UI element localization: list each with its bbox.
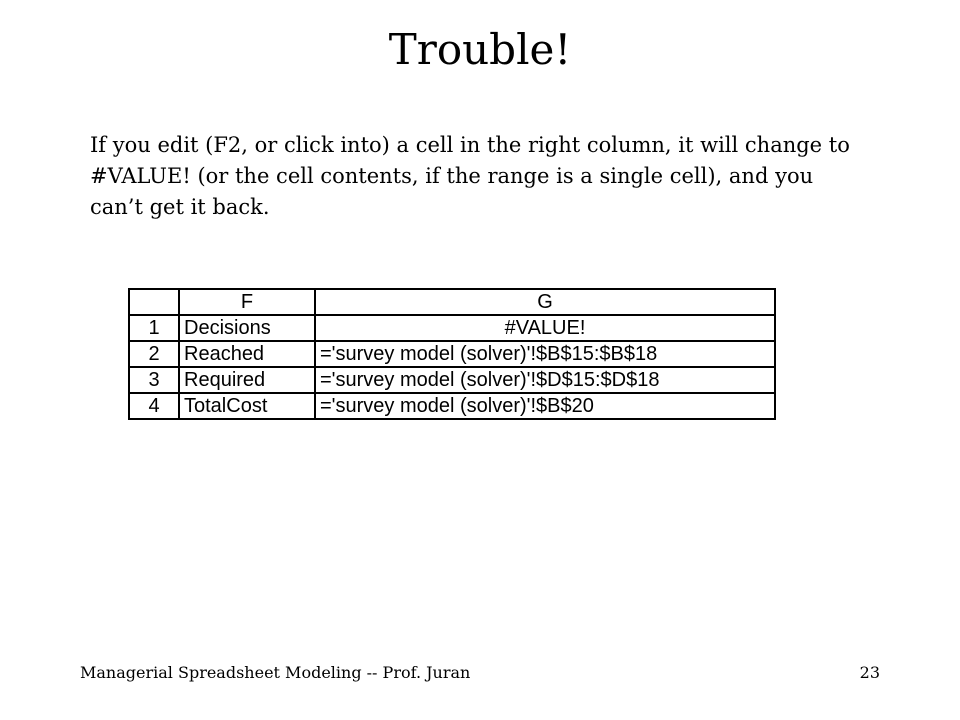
name-cell[interactable]: Reached	[179, 341, 315, 367]
footer-course-title: Managerial Spreadsheet Modeling -- Prof. Juran	[80, 663, 471, 682]
name-cell[interactable]: Required	[179, 367, 315, 393]
spreadsheet-row	[129, 315, 775, 341]
reference-cell[interactable]: ='survey model (solver)'!$B$20	[315, 393, 775, 419]
name-cell[interactable]: Decisions	[179, 315, 315, 341]
row-number[interactable]: 4	[129, 393, 179, 419]
spreadsheet-header-row	[129, 289, 775, 315]
slide-body-text: If you edit (F2, or click into) a cell in the right column, it will change to #VALUE! (or the cell contents, if the range is a single cell), and you can’t get it back.	[90, 133, 850, 219]
row-number[interactable]: 1	[129, 315, 179, 341]
slide-title: Trouble!	[388, 25, 572, 74]
footer-page-number: 23	[859, 663, 880, 682]
column-header-g[interactable]: G	[315, 289, 775, 315]
spreadsheet-row	[129, 367, 775, 393]
reference-cell[interactable]: ='survey model (solver)'!$B$15:$B$18	[315, 341, 775, 367]
name-cell[interactable]: TotalCost	[179, 393, 315, 419]
row-number[interactable]: 2	[129, 341, 179, 367]
reference-cell[interactable]: ='survey model (solver)'!$D$15:$D$18	[315, 367, 775, 393]
row-number[interactable]: 3	[129, 367, 179, 393]
spreadsheet-row	[129, 341, 775, 367]
spreadsheet-excerpt	[128, 288, 776, 420]
spreadsheet-row	[129, 393, 775, 419]
column-header-f[interactable]: F	[179, 289, 315, 315]
corner-cell	[129, 289, 179, 315]
reference-cell[interactable]: #VALUE!	[315, 315, 775, 341]
